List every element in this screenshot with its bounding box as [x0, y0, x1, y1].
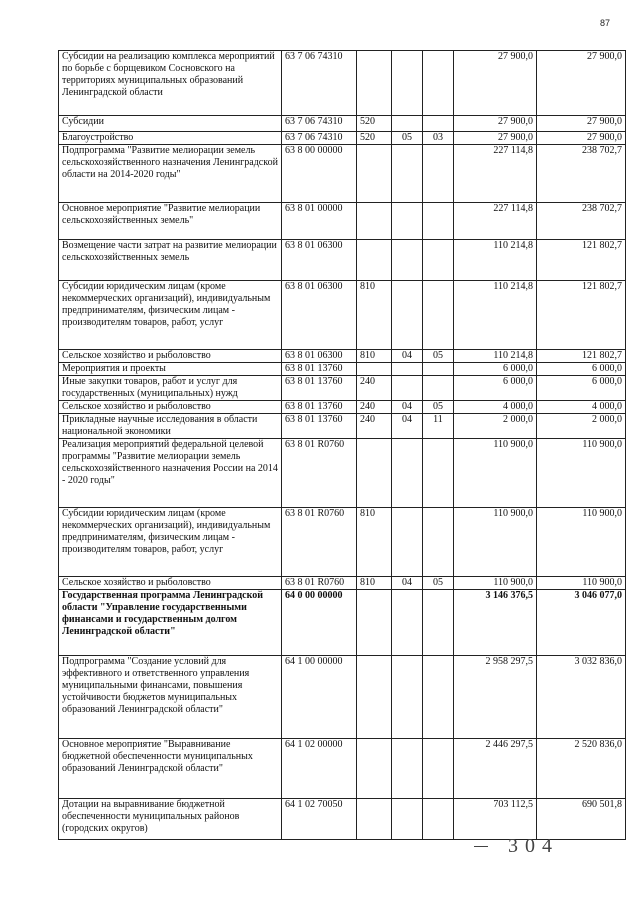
row-subsection: 05: [423, 401, 454, 414]
row-name: Мероприятия и проекты: [59, 363, 282, 376]
table-row: [59, 376, 626, 401]
row-vr: [357, 439, 392, 508]
row-section: [392, 203, 423, 240]
table-row: [59, 363, 626, 376]
row-vr: 520: [357, 132, 392, 145]
row-vr: [357, 240, 392, 281]
row-section: 04: [392, 350, 423, 363]
row-section: 05: [392, 132, 423, 145]
row-section: [392, 116, 423, 132]
row-code: 63 8 01 R0760: [282, 508, 357, 577]
table-row: [59, 799, 626, 840]
row-section: [392, 281, 423, 350]
row-amount-year1: 3 146 376,5: [454, 590, 537, 656]
table-row: [59, 590, 626, 656]
row-vr: [357, 145, 392, 203]
row-section: [392, 590, 423, 656]
row-code: 64 0 00 00000: [282, 590, 357, 656]
row-subsection: [423, 240, 454, 281]
table-row: [59, 656, 626, 739]
row-vr: 240: [357, 414, 392, 439]
row-vr: [357, 656, 392, 739]
row-vr: 810: [357, 281, 392, 350]
row-amount-year2: 110 900,0: [537, 439, 626, 508]
row-amount-year1: 2 000,0: [454, 414, 537, 439]
row-section: [392, 51, 423, 116]
row-name: Благоустройство: [59, 132, 282, 145]
row-amount-year1: 4 000,0: [454, 401, 537, 414]
row-amount-year1: 6 000,0: [454, 376, 537, 401]
row-amount-year2: 238 702,7: [537, 145, 626, 203]
page-number: 87: [599, 18, 610, 28]
row-vr: 240: [357, 376, 392, 401]
row-amount-year2: 6 000,0: [537, 363, 626, 376]
row-code: 63 8 01 13760: [282, 414, 357, 439]
margin-dash: [474, 846, 488, 847]
row-name: Возмещение части затрат на развитие мелиорации сельскохозяйственных земель: [59, 240, 282, 281]
row-code: 63 8 01 06300: [282, 281, 357, 350]
row-amount-year1: 110 214,8: [454, 350, 537, 363]
row-subsection: [423, 281, 454, 350]
row-amount-year2: 4 000,0: [537, 401, 626, 414]
row-vr: 520: [357, 116, 392, 132]
row-vr: [357, 203, 392, 240]
row-amount-year1: 227 114,8: [454, 203, 537, 240]
row-name: Реализация мероприятий федеральной целевой программы "Развитие мелиорации земель сельскохозяйственного назначения России на 2014 - 2020 годы": [59, 439, 282, 508]
row-code: 63 7 06 74310: [282, 51, 357, 116]
row-name: Прикладные научные исследования в области национальной экономики: [59, 414, 282, 439]
row-subsection: [423, 799, 454, 840]
budget-table: [58, 50, 626, 840]
row-name: Подпрограмма "Развитие мелиорации земель сельскохозяйственного назначения Ленинградской области на 2014-2020 годы": [59, 145, 282, 203]
row-section: [392, 363, 423, 376]
row-amount-year1: 703 112,5: [454, 799, 537, 840]
row-subsection: [423, 590, 454, 656]
table-row: [59, 401, 626, 414]
row-amount-year2: 2 000,0: [537, 414, 626, 439]
row-amount-year2: 121 802,7: [537, 281, 626, 350]
row-amount-year1: 27 900,0: [454, 132, 537, 145]
table-row: [59, 132, 626, 145]
row-amount-year2: 3 032 836,0: [537, 656, 626, 739]
row-section: [392, 656, 423, 739]
row-amount-year1: 110 900,0: [454, 577, 537, 590]
row-section: [392, 799, 423, 840]
row-amount-year1: 27 900,0: [454, 51, 537, 116]
row-subsection: [423, 376, 454, 401]
row-subsection: [423, 508, 454, 577]
row-name: Основное мероприятие "Выравнивание бюджетной обеспеченности муниципальных образований Ленинградской области": [59, 739, 282, 799]
row-amount-year2: 121 802,7: [537, 350, 626, 363]
row-code: 64 1 02 00000: [282, 739, 357, 799]
row-code: 63 8 01 06300: [282, 240, 357, 281]
row-subsection: 05: [423, 577, 454, 590]
row-name: Дотации на выравнивание бюджетной обеспеченности муниципальных районов (городских округов): [59, 799, 282, 840]
row-code: 63 8 01 06300: [282, 350, 357, 363]
row-amount-year2: 2 520 836,0: [537, 739, 626, 799]
row-amount-year2: 690 501,8: [537, 799, 626, 840]
table-row: [59, 116, 626, 132]
table-row: [59, 508, 626, 577]
row-name: Сельское хозяйство и рыболовство: [59, 350, 282, 363]
row-amount-year1: 110 900,0: [454, 508, 537, 577]
row-code: 63 7 06 74310: [282, 132, 357, 145]
row-section: [392, 739, 423, 799]
row-subsection: 03: [423, 132, 454, 145]
row-code: 63 8 01 R0760: [282, 439, 357, 508]
row-section: [392, 145, 423, 203]
row-amount-year1: 2 958 297,5: [454, 656, 537, 739]
table-row: [59, 739, 626, 799]
table-row: [59, 350, 626, 363]
row-amount-year1: 110 214,8: [454, 281, 537, 350]
table-row: [59, 281, 626, 350]
row-name: Субсидии: [59, 116, 282, 132]
row-section: [392, 439, 423, 508]
row-amount-year2: 121 802,7: [537, 240, 626, 281]
table-row: [59, 51, 626, 116]
row-subsection: [423, 739, 454, 799]
table-row: [59, 203, 626, 240]
row-section: [392, 240, 423, 281]
row-vr: [357, 51, 392, 116]
row-name: Сельское хозяйство и рыболовство: [59, 401, 282, 414]
row-amount-year2: 27 900,0: [537, 51, 626, 116]
handwritten-page-stamp: 3 0 4: [508, 835, 553, 857]
row-subsection: [423, 203, 454, 240]
row-subsection: [423, 51, 454, 116]
row-amount-year2: 27 900,0: [537, 132, 626, 145]
row-code: 64 1 00 00000: [282, 656, 357, 739]
row-amount-year2: 3 046 077,0: [537, 590, 626, 656]
row-code: 63 7 06 74310: [282, 116, 357, 132]
row-section: [392, 376, 423, 401]
row-amount-year2: 6 000,0: [537, 376, 626, 401]
row-subsection: [423, 656, 454, 739]
row-vr: [357, 363, 392, 376]
row-section: 04: [392, 401, 423, 414]
row-vr: [357, 799, 392, 840]
row-amount-year1: 110 900,0: [454, 439, 537, 508]
row-code: 63 8 01 13760: [282, 363, 357, 376]
row-vr: [357, 739, 392, 799]
row-amount-year1: 2 446 297,5: [454, 739, 537, 799]
row-section: 04: [392, 577, 423, 590]
row-amount-year2: 27 900,0: [537, 116, 626, 132]
row-amount-year2: 110 900,0: [537, 577, 626, 590]
row-vr: 810: [357, 508, 392, 577]
table-row: [59, 240, 626, 281]
row-name: Государственная программа Ленинградской области "Управление государственными финансами и государственным долгом Ленинградской области": [59, 590, 282, 656]
row-vr: 240: [357, 401, 392, 414]
row-name: Основное мероприятие "Развитие мелиорации сельскохозяйственных земель": [59, 203, 282, 240]
row-subsection: 11: [423, 414, 454, 439]
table-row: [59, 414, 626, 439]
row-subsection: 05: [423, 350, 454, 363]
row-section: 04: [392, 414, 423, 439]
row-vr: 810: [357, 577, 392, 590]
row-amount-year1: 27 900,0: [454, 116, 537, 132]
row-subsection: [423, 363, 454, 376]
row-name: Субсидии юридическим лицам (кроме некоммерческих организаций), индивидуальным предпринимателям, физическим лицам - производителям товаров, работ, услуг: [59, 508, 282, 577]
row-subsection: [423, 116, 454, 132]
row-name: Иные закупки товаров, работ и услуг для государственных (муниципальных) нужд: [59, 376, 282, 401]
row-code: 63 8 01 13760: [282, 401, 357, 414]
row-vr: [357, 590, 392, 656]
table-row: [59, 439, 626, 508]
row-code: 63 8 01 R0760: [282, 577, 357, 590]
row-code: 63 8 01 00000: [282, 203, 357, 240]
row-name: Субсидии юридическим лицам (кроме некоммерческих организаций), индивидуальным предпринимателям, физическим лицам - производителям товаров, работ, услуг: [59, 281, 282, 350]
row-amount-year2: 238 702,7: [537, 203, 626, 240]
row-code: 63 8 01 13760: [282, 376, 357, 401]
row-amount-year1: 6 000,0: [454, 363, 537, 376]
row-subsection: [423, 145, 454, 203]
row-code: 64 1 02 70050: [282, 799, 357, 840]
row-name: Подпрограмма "Создание условий для эффективного и ответственного управления муниципальными финансами, повышения устойчивости бюджетов муниципальных образований Ленинградской области": [59, 656, 282, 739]
row-section: [392, 508, 423, 577]
table-row: [59, 145, 626, 203]
row-amount-year2: 110 900,0: [537, 508, 626, 577]
row-code: 63 8 00 00000: [282, 145, 357, 203]
row-subsection: [423, 439, 454, 508]
row-vr: 810: [357, 350, 392, 363]
row-name: Субсидии на реализацию комплекса мероприятий по борьбе с борщевиком Сосновского на территориях муниципальных образований Ленинградской области: [59, 51, 282, 116]
table-row: [59, 577, 626, 590]
row-amount-year1: 227 114,8: [454, 145, 537, 203]
row-amount-year1: 110 214,8: [454, 240, 537, 281]
row-name: Сельское хозяйство и рыболовство: [59, 577, 282, 590]
